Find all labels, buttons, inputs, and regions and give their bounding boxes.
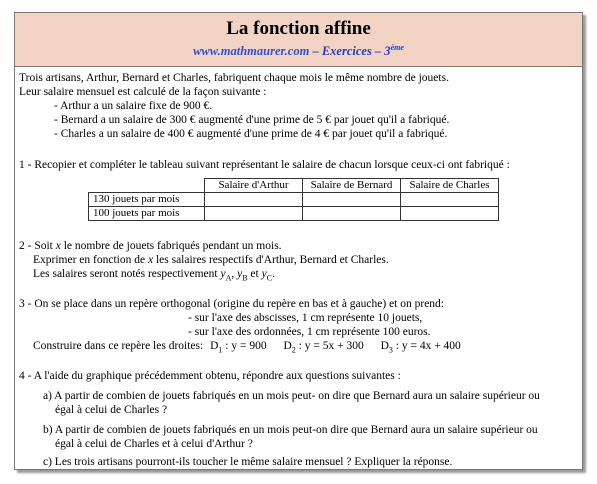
exercise-frame [14,12,583,470]
table-row [89,207,499,221]
q2-text: 2 - Soit [19,240,56,252]
cell-arthur-100 [205,207,303,221]
d2-label: D [283,340,292,352]
d1-sub: 1 [218,345,223,355]
q2-end: . [272,268,275,280]
d1-label: D [210,340,219,352]
d1-eq: : y = 900 [222,340,267,352]
intro-bullet-charles: - Charles a un salaire de 400 € augmenté d'une prime de 4 € par jouet qu'il a fabriqué. [54,128,448,140]
subtitle-section: Exercices – 3 [321,44,391,59]
q3-instruction: Construire dans ce repère les droites: [33,340,204,352]
line-d3 [380,340,461,355]
cell-charles-130 [401,193,499,207]
question-4c: c) Les trois artisans pourront-ils toucher le même salaire mensuel ? Expliquer la réponse. [43,456,453,468]
d3-sub: 3 [388,345,393,355]
intro-line-1: Trois artisans, Arthur, Bernard et Charles, fabriquent chaque mois le même nombre de jouets. [19,72,449,84]
var-x: x [55,240,61,252]
page-title: La fonction affine [226,18,371,39]
header-arthur: Salaire d'Arthur [205,179,303,193]
question-4b-line-2: égal à celui de Charles et à celui d'Arthur ? [55,438,253,450]
question-4b-line-1: b) A partir de combien de jouets fabriqués en un mois peut-on dire que Bernard aura un salaire supérieur ou [43,424,538,436]
q2-text: Exprimer en fonction de [33,254,148,266]
subtitle-sup: ème [390,43,404,52]
question-3-line-4 [33,339,461,357]
cell-charles-100 [401,207,499,221]
q2-text: les salaires respectifs d'Arthur, Bernard et Charles. [153,254,389,266]
intro-line-2: Leur salaire mensuel est calculé de la façon suivante : [19,86,267,98]
var-y: y [220,268,226,280]
question-2-line-2 [33,253,389,267]
d3-eq: : y = 4x + 400 [392,340,461,352]
question-1: 1 - Recopier et compléter le tableau suivant représentant le salaire de chacun lorsque ceux-ci ont fabriqué : [19,159,510,171]
var-x: x [147,254,154,266]
salary-table [88,178,499,221]
question-4a-line-2: égal à celui de Charles ? [55,404,168,416]
sub-c: C [266,273,273,283]
cell-bernard-130 [303,193,401,207]
subtitle [15,43,582,59]
q2-text: le nombre de jouets fabriqués pendant un mois. [60,240,282,252]
intro-bullet-bernard: - Bernard a un salaire de 300 € augmenté d'une prime de 5 € par jouet qu'il a fabriqué. [54,114,450,126]
row-label-130: 130 jouets par mois [89,193,205,207]
q2-text: Les salaires seront notés respectivement [33,268,221,280]
question-4a-line-1: a) A partir de combien de jouets fabriqués en un mois peut- on dire que Bernard aura un salaire supérieur ou [43,390,540,402]
subtitle-sep: – [309,44,322,59]
sub-a: A [225,273,232,283]
question-3-line-2: - sur l'axe des abscisses, 1 cm représente 10 jouets, [188,312,423,324]
question-2-line-1 [19,239,282,253]
d3-label: D [380,340,389,352]
q2-sep: , [231,268,238,280]
site-link[interactable]: www.mathmaurer.com [193,44,310,59]
table-row [89,193,499,207]
header-charles: Salaire de Charles [401,179,499,193]
line-d1 [210,340,267,355]
question-2-line-3 [33,267,275,285]
header-bernard: Salaire de Bernard [303,179,401,193]
question-3-line-3: - sur l'axe des ordonnées, 1 cm représente 100 euros. [188,326,431,338]
q2-sep: et [247,268,262,280]
intro-bullet-arthur: - Arthur a un salaire fixe de 900 €. [54,100,213,112]
question-3-line-1: 3 - On se place dans un repère orthogonal (origine du repère en bas et à gauche) et on prend: [19,298,445,310]
cell-bernard-100 [303,207,401,221]
var-y: y [237,268,243,280]
d2-sub: 2 [291,345,296,355]
question-4-line-1: 4 - A l'aide du graphique précédemment obtenu, répondre aux questions suivantes : [19,370,401,382]
row-label-100: 100 jouets par mois [89,207,205,221]
line-d2 [283,340,364,355]
table-header-row [89,179,499,193]
cell-arthur-130 [205,193,303,207]
header-banner [15,13,582,67]
table-corner [89,179,205,193]
d2-eq: : y = 5x + 300 [295,340,364,352]
sub-b: B [242,273,248,283]
var-y: y [261,268,267,280]
